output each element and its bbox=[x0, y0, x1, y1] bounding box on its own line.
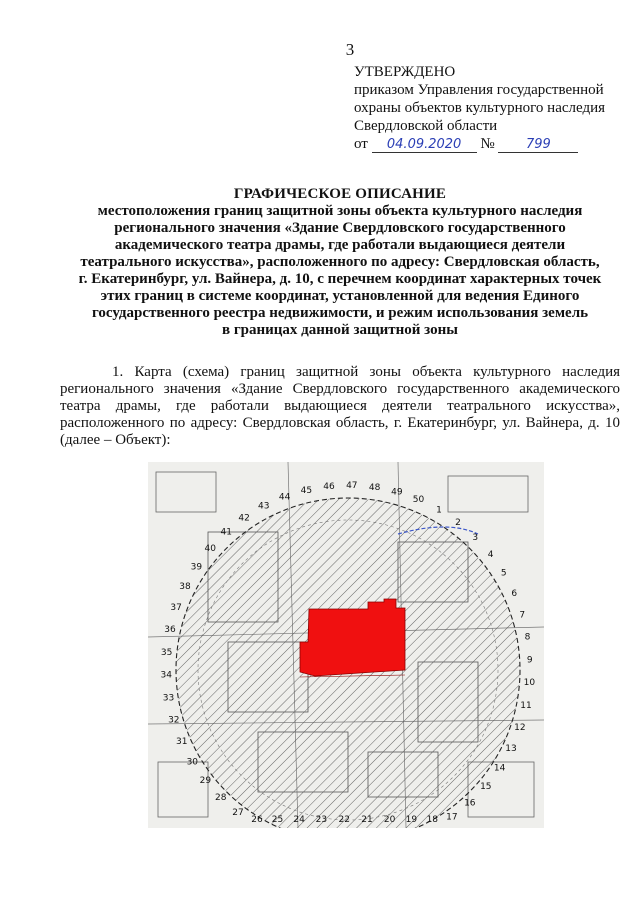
point-label: 39 bbox=[190, 562, 203, 573]
point-label: 44 bbox=[278, 492, 291, 503]
point-label: 6 bbox=[511, 589, 518, 599]
point-label: 9 bbox=[526, 655, 533, 666]
point-label: 13 bbox=[505, 743, 517, 754]
page-number: 3 bbox=[345, 40, 355, 59]
point-label: 33 bbox=[162, 693, 175, 704]
from-label: от bbox=[354, 136, 368, 152]
point-label: 14 bbox=[493, 763, 506, 774]
point-label: 40 bbox=[204, 544, 216, 555]
point-label: 23 bbox=[315, 815, 328, 825]
heading-line: местоположения границ защитной зоны объекта культурного наследия bbox=[97, 203, 583, 219]
point-label: 31 bbox=[175, 737, 188, 747]
point-label: 34 bbox=[160, 670, 172, 681]
point-label: 15 bbox=[480, 781, 492, 792]
body-text bbox=[60, 364, 620, 449]
point-label: 22 bbox=[338, 815, 350, 825]
heading-line: академического театра драмы, где работали выдающиеся деятели bbox=[114, 237, 566, 253]
point-label: 24 bbox=[293, 815, 305, 825]
point-label: 21 bbox=[361, 815, 373, 825]
order-date: 04.09.2020 bbox=[372, 137, 477, 153]
approval-block bbox=[354, 63, 624, 153]
point-label: 30 bbox=[186, 757, 199, 768]
point-label: 16 bbox=[464, 798, 476, 809]
approval-title: УТВЕРЖДЕНО bbox=[354, 64, 456, 80]
point-label: 4 bbox=[487, 550, 494, 560]
point-label: 26 bbox=[251, 815, 263, 825]
point-label: 29 bbox=[199, 776, 212, 786]
point-label: 7 bbox=[519, 610, 526, 621]
point-label: 10 bbox=[523, 678, 536, 689]
point-label: 19 bbox=[405, 815, 418, 825]
point-label: 17 bbox=[446, 812, 458, 823]
point-label: 18 bbox=[426, 815, 439, 825]
boundary-map bbox=[148, 462, 544, 828]
point-label: 2 bbox=[455, 518, 461, 528]
point-label: 49 bbox=[391, 487, 403, 498]
approval-line-3: Свердловской области bbox=[354, 118, 498, 134]
point-label: 47 bbox=[346, 481, 358, 491]
point-label: 50 bbox=[412, 495, 425, 506]
document-heading bbox=[60, 186, 620, 339]
point-label: 27 bbox=[232, 808, 244, 818]
map-canvas bbox=[148, 462, 544, 828]
point-label: 28 bbox=[214, 793, 227, 803]
point-label: 8 bbox=[524, 632, 531, 643]
point-label: 32 bbox=[168, 715, 180, 726]
point-label: 43 bbox=[257, 501, 270, 512]
heading-title: ГРАФИЧЕСКОЕ ОПИСАНИЕ bbox=[233, 186, 447, 202]
point-label: 37 bbox=[170, 603, 182, 614]
heading-line: театрального искусства», расположенного по адресу: Свердловская область, bbox=[80, 254, 600, 270]
number-label: № bbox=[480, 136, 495, 152]
approval-line-2: охраны объектов культурного наследия bbox=[354, 100, 606, 116]
point-label: 42 bbox=[238, 513, 250, 524]
approval-date-line bbox=[354, 135, 624, 153]
point-label: 48 bbox=[368, 483, 381, 493]
point-label: 46 bbox=[323, 482, 335, 492]
heading-line: г. Екатеринбург, ул. Вайнера, д. 10, с перечнем координат характерных точек bbox=[78, 271, 602, 287]
order-number: 799 bbox=[498, 137, 578, 153]
point-label: 35 bbox=[160, 647, 173, 658]
point-label: 11 bbox=[520, 700, 532, 711]
heading-line: регионального значения «Здание Свердловского государственного bbox=[114, 220, 566, 236]
point-label: 1 bbox=[436, 505, 442, 516]
point-label: 3 bbox=[472, 533, 479, 543]
paragraph-1: 1. Карта (схема) границ защитной зоны объекта культурного наследия регионального значения «Здание Свердловского государственного академического театра драмы, где работали выдающиеся деятели театрального искусства», расположенного по адресу: Свердловская область, г. Екатеринбург, ул. Вайнера, д. 10 (далее – Объект): bbox=[60, 364, 620, 448]
point-label: 41 bbox=[220, 527, 232, 538]
point-label: 20 bbox=[383, 815, 396, 825]
point-label: 12 bbox=[514, 722, 526, 733]
heritage-object bbox=[300, 599, 405, 676]
point-label: 25 bbox=[271, 815, 284, 825]
heading-line: государственного реестра недвижимости, и режим использования земель bbox=[91, 305, 589, 321]
heading-line: этих границ в системе координат, установленной для ведения Единого bbox=[100, 288, 580, 304]
approval-line-1: приказом Управления государственной bbox=[354, 82, 604, 98]
point-label: 45 bbox=[300, 485, 313, 496]
point-label: 5 bbox=[500, 568, 507, 579]
heading-line: в границах данной защитной зоны bbox=[222, 322, 458, 338]
point-label: 38 bbox=[179, 582, 191, 593]
point-label: 36 bbox=[164, 625, 176, 636]
